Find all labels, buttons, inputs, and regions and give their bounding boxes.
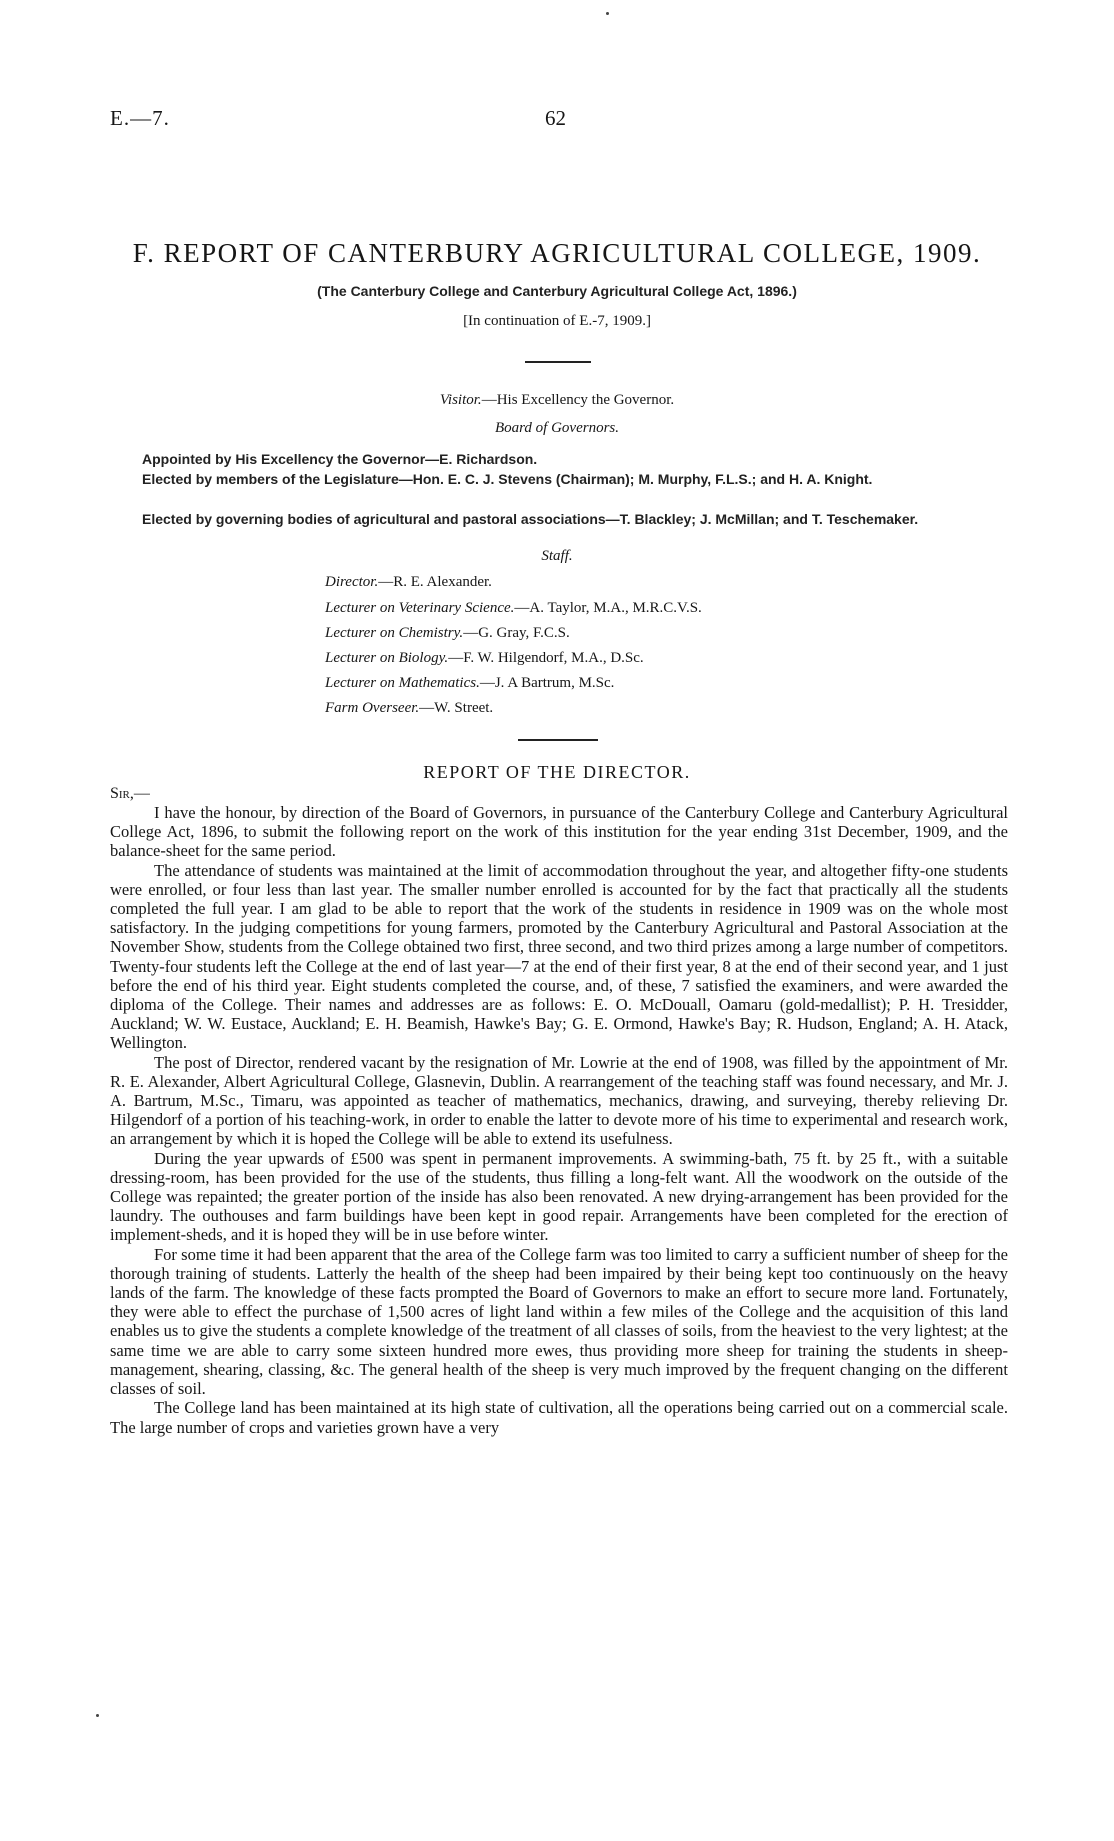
report-paragraph: During the year upwards of £500 was spent in permanent improvements. A swimming-bath, 75 ft. by 25 ft., with a suitable dressing-room, has been provided for the use of the students, thus filling a long-felt want. All the woodwork on the outside of the College was repainted; the greater portion of the inside has also been renovated. A new drying-arrangement has been provided for the laundry. The outhouses and farm buildings have been kept in good repair. Arrangements have been completed for the erection of implement-sheds, and it is hoped they will be in use before winter. (110, 1148, 1008, 1245)
print-speck (606, 12, 609, 15)
visitor-label: Visitor. (439, 392, 482, 408)
print-speck (96, 1714, 99, 1717)
page-number: 62 (545, 106, 566, 130)
director-report-heading: REPORT OF THE DIRECTOR. (423, 762, 691, 782)
staff-name: —A. Taylor, M.A., M.R.C.V.S. (514, 600, 702, 616)
board-entry-associations: Elected by governing bodies of agricultural and pastoral associations—T. Blackley; J. McMillan; and T. Teschemaker. (142, 511, 919, 527)
staff-row (325, 600, 702, 617)
visitor-line (0, 392, 1114, 409)
continuation-note: [In continuation of E.-7, 1909.] (463, 313, 651, 329)
section-divider (518, 739, 598, 741)
section-code: E.—7. (110, 106, 170, 130)
staff-row (325, 574, 492, 591)
staff-role: Lecturer on Mathematics. (325, 675, 480, 691)
salutation: Sir,— (110, 785, 150, 802)
staff-name: —R. E. Alexander. (378, 574, 492, 590)
report-paragraph: The attendance of students was maintained at the limit of accommodation throughout the year, and altogether fifty-one students were enrolled, or four less than last year. The smaller number enrolled is accounted for by the fact that practically all the students completed the full year. I am glad to be able to report that the work of the students in residence in 1909 was on the whole most satisfactory. In the judging competitions for young farmers, promoted by the Canterbury Agricultural and Pastoral Association at the November Show, students from the College obtained two first, three second, and two third prizes among a large number of competitors. Twenty-four students left the College at the end of last year—7 at the end of their first year, 8 at the end of their second year, and 1 just before the end of his third year. Eight students completed the course, and, of these, 7 satisfied the examiners, and were awarded the diploma of the College. Their names and addresses are as follows: E. O. McDouall, Oamaru (gold-medallist); P. H. Tresidder, Auckland; W. W. Eustace, Auckland; E. H. Beamish, Hawke's Bay; G. E. Ormond, Hawke's Bay; R. Hudson, England; A. H. Atack, Wellington. (110, 860, 1008, 1053)
report-paragraph: The College land has been maintained at its high state of cultivation, all the operations being carried out on a commercial scale. The large number of crops and varieties grown have a very (110, 1398, 1008, 1437)
staff-role: Lecturer on Biology. (325, 650, 449, 666)
report-paragraph: I have the honour, by direction of the Board of Governors, in pursuance of the Canterbury College and Canterbury Agricultural College Act, 1896, to submit the following report on the work of this institution for the year ending 31st December, 1909, and the balance-sheet for the same period. (110, 803, 1008, 861)
act-note: (The Canterbury College and Canterbury Agricultural College Act, 1896.) (317, 283, 797, 299)
board-entry (110, 451, 1010, 467)
report-body (110, 803, 1008, 1437)
board-entry-legislature: Elected by members of the Legislature—Hon. E. C. J. Stevens (Chairman); M. Murphy, F.L.S.; and H. A. Knight. (142, 471, 873, 487)
board-entry (110, 511, 1010, 527)
staff-name: —F. W. Hilgendorf, M.A., D.Sc. (448, 650, 644, 666)
section-divider (525, 361, 591, 363)
staff-name: —J. A Bartrum, M.Sc. (479, 675, 615, 691)
report-paragraph: For some time it had been apparent that the area of the College farm was too limited to carry a sufficient number of sheep for the thorough training of students. Latterly the health of the sheep had been impaired by their being kept too continuously on the heavy lands of the farm. The knowledge of these facts prompted the Board of Governors to make an effort to secure more land. Fortunately, they were able to effect the purchase of 1,500 acres of light land within a few miles of the College and the acquisition of this land enables us to give the students a complete knowledge of the treatment of all classes of soils, from the heaviest to the very lightest; at the same time we are able to carry some sixteen hundred more ewes, thus providing more sheep for training the students in sheep-management, shearing, classing, &c. The general health of the sheep is very much improved by the frequent changing on the different classes of soil. (110, 1244, 1008, 1399)
staff-heading: Staff. (541, 548, 573, 564)
staff-role: Lecturer on Veterinary Science. (325, 600, 515, 616)
report-paragraph: The post of Director, rendered vacant by the resignation of Mr. Lowrie at the end of 1908, was filled by the appointment of Mr. R. E. Alexander, Albert Agricultural College, Glasnevin, Dublin. A rearrangement of the teaching staff was found necessary, and Mr. J. A. Bartrum, M.Sc., Timaru, was appointed as teacher of mathematics, mechanics, drawing, and surveying, thereby relieving Dr. Hilgendorf of a portion of his teaching-work, in order to enable the latter to devote more of his time to experimental and research work, an arrangement by which it is hoped the College will be able to extend its usefulness. (110, 1052, 1008, 1149)
staff-name: —W. Street. (419, 700, 494, 716)
staff-name: —G. Gray, F.C.S. (463, 625, 570, 641)
report-title: F. REPORT OF CANTERBURY AGRICULTURAL COLLEGE, 1909. (132, 238, 982, 268)
staff-row (325, 700, 493, 717)
staff-role: Director. (325, 574, 379, 590)
staff-row (325, 625, 570, 642)
board-entry-appointed: Appointed by His Excellency the Governor—E. Richardson. (142, 451, 538, 467)
board-entry (110, 471, 1010, 487)
staff-row (325, 675, 614, 692)
visitor-text: —His Excellency the Governor. (481, 392, 675, 408)
staff-role: Farm Overseer. (325, 700, 420, 716)
board-heading: Board of Governors. (494, 420, 620, 436)
staff-row (325, 650, 644, 667)
staff-role: Lecturer on Chemistry. (325, 625, 464, 641)
